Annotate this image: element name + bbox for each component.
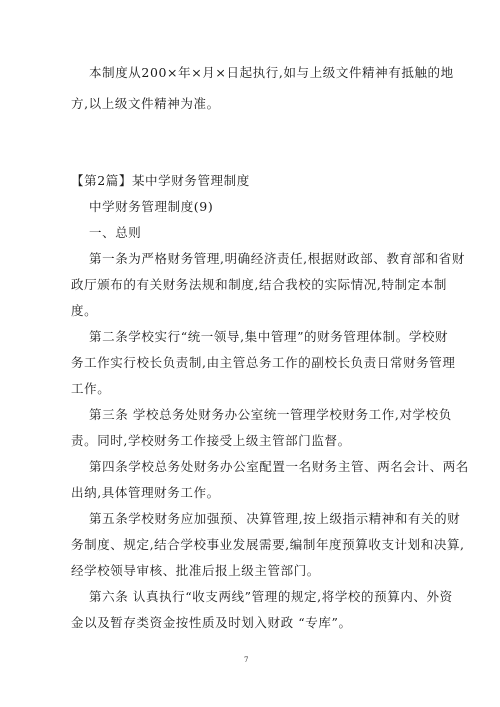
chapter-heading: 一、总则 [89,225,142,240]
intro-line-1: 本制度从200×年×月×日起执行,如与上级文件精神有抵触的地 [89,65,454,80]
article-1-line-2: 政厅颁布的有关财务法规和制度,结合我校的实际情况,特制定本制 [71,277,447,292]
intro-line-2: 方,以上级文件精神为准。 [71,96,220,111]
article-4-line-2: 出纳,具体管理财务工作。 [71,485,220,500]
article-3-line-1: 第三条 学校总务处财务办公室统一管理学校财务工作,对学校负 [89,407,452,422]
article-6-line-1: 第六条 认真执行“收支两线”管理的规定,将学校的预算内、外资 [89,589,453,604]
article-2-line-2: 务工作实行校长负责制,由主管总务工作的副校长负责日常财务管理 [71,355,456,370]
article-2-line-3: 工作。 [71,381,111,396]
article-1-line-1: 第一条为严格财务管理,明确经济责任,根据财政部、教育部和省财 [89,251,465,266]
article-5-line-2: 务制度、规定,结合学校事业发展需要,编制年度预算收支计划和决算, [71,537,465,552]
article-4-line-1: 第四条学校总务处财务办公室配置一名财务主管、两名会计、两名 [89,459,469,474]
article-5-line-3: 经学校领导审核、批准后报上级主管部门。 [71,563,320,578]
article-1-line-3: 度。 [71,303,98,318]
page-number: 7 [244,656,249,664]
section-heading: 【第2篇】某中学财务管理制度 [71,173,250,188]
article-6-line-2: 金以及暂存类资金按性质及时划入财政 “专库”。 [71,615,352,630]
article-5-line-1: 第五条学校财务应加强预、决算管理,按上级指示精神和有关的财 [89,511,461,526]
section-subtitle: 中学财务管理制度(9) [89,199,214,214]
article-2-line-1: 第二条学校实行“统一领导,集中管理”的财务管理体制。学校财 [89,329,449,344]
article-3-line-2: 责。同时,学校财务工作接受上级主管部门监督。 [71,433,351,448]
